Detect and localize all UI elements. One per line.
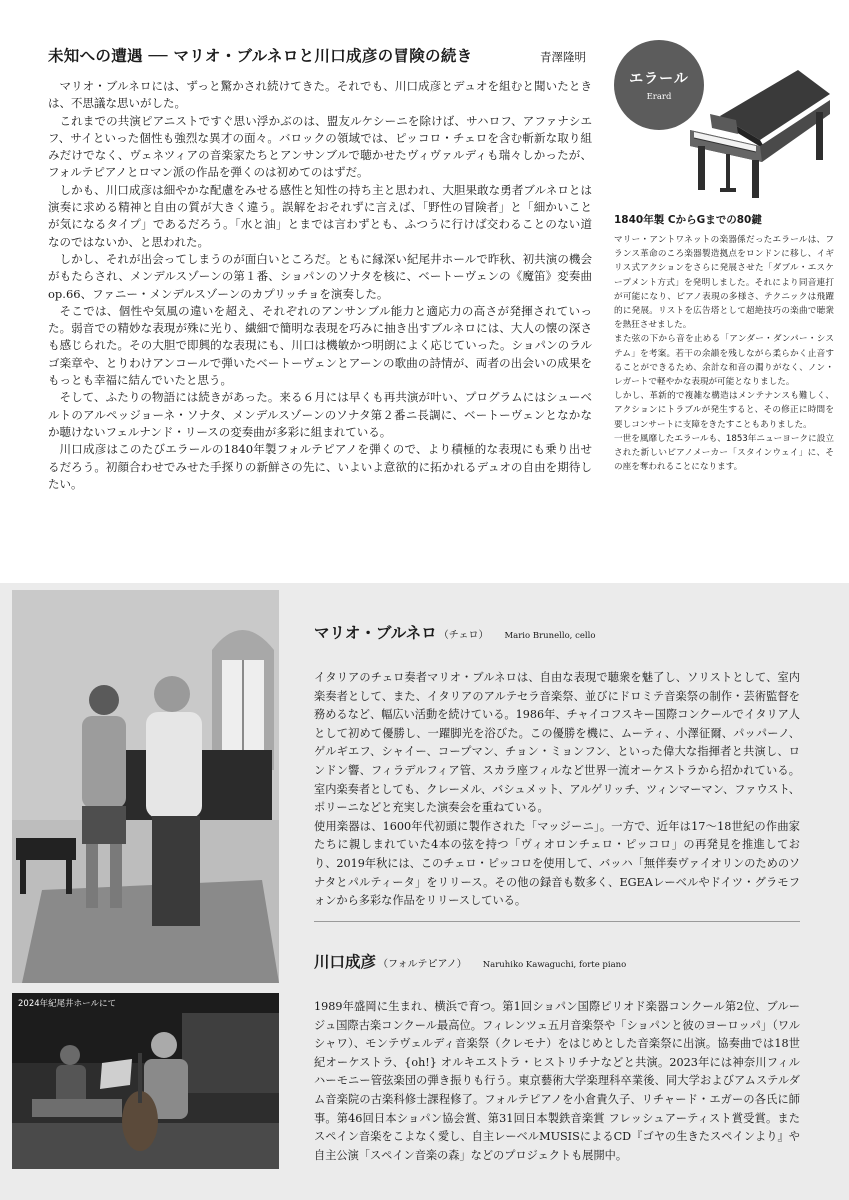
essay-author: 青澤隆明 (540, 50, 586, 64)
essay-paragraph: これまでの共演ピアニストですぐ思い浮かぶのは、盟友ルケシーニを除けば、サハロフ、アファナシエフ、サイといった個性も強烈な異才の面々。バロックの領域では、ピッコロ・チェロを含む斬新な取り組みだけでなく、ヴェネツィアの音楽家たちとアンサンブルで聴かせたヴィヴァルディも瑞々しかったが、フォルテピアノとロマン派の作品を弾くのは初めてのはずだ。 (48, 113, 592, 180)
kawaguchi-body (314, 998, 800, 1165)
erard-caption: 1840年製 CからGまでの80鍵 (614, 214, 762, 226)
brunello-body (314, 669, 800, 911)
brunello-role: （チェロ） (438, 630, 489, 641)
kawaguchi-paragraph: 1989年盛岡に生まれ、横浜で育つ。第1回ショパン国際ピリオド楽器コンクール第2位、ブルージュ国際古楽コンクール最高位。フィレンツェ五月音楽祭や「ショパンと彼のヨーロッパ」（ワルシャワ）、モンテヴェルディ音楽祭（クレモナ）をはじめとした音楽祭に出演。協奏曲では18世紀オーケストラ、{oh!} オルキエストラ・ヒストリチナなどと共演。2023年には神奈川フィルハーモニー管弦楽団の弾き振りも行う。東京藝術大学楽理科卒業後、同大学およびアムステルダム音楽院の古楽科修士課程修了。フォルテピアノを小倉貴久子、リチャード・エガーの各氏に師事。第46回日本ショパン協会賞、第31回日本製鉄音楽賞 フレッシュアーティスト賞受賞。またスペイン音楽をこよなく愛し、自主レーベルMUSISによるCD『ゴヤの生きたスペインより』や自主公演「スペイン音楽の森」などのプロジェクトも展開中。 (314, 1000, 800, 1162)
essay-paragraph: 川口成彦はこのたびエラールの1840年製フォルテピアノを弾くので、より積極的な表現にも乗り出せるだろう。初顔合わせでみせた手探りの新鮮さの先に、いよいよ意欲的に拓かれるデュオの自由を期待したい。 (48, 442, 592, 491)
brunello-name: マリオ・ブルネロ (314, 623, 437, 642)
erard-paragraph: また弦の下から音を止める「アンダー・ダンパー・システム」を考案。若干の余韻を残しながら柔らかく止音することができるため、余計な和音の濁りがなく、ノン・レガートで軽やかな表現が可能となりました。 (614, 334, 834, 388)
kawaguchi-role: （フォルテピアノ） (378, 959, 467, 970)
essay-body (48, 78, 592, 493)
bio-divider (314, 921, 800, 922)
essay (48, 44, 592, 493)
duo-photo (12, 590, 279, 983)
essay-paragraph: そして、ふたりの物語には続きがあった。来る６月には早くも再共演が叶い、プログラムにはシューベルトのアルペッジョーネ・ソナタ、メンデルスゾーンのソナタ第２番ニ長調に、ベートーヴェンとなかなか聴けないフェルナンド・リースの変奏曲が多彩に組まれている。 (48, 390, 592, 439)
essay-paragraph: マリオ・ブルネロには、ずっと驚かされ続けてきた。それでも、川口成彦とデュオを組むと聞いたときは、不思議な思いがした。 (48, 79, 592, 111)
kawaguchi-bio (314, 950, 800, 1165)
kawaguchi-name: 川口成彦 (314, 952, 377, 971)
essay-title: 未知への遭遇 ── マリオ・ブルネロと川口成彦の冒険の続き (48, 46, 473, 65)
concert-photo-image (12, 993, 279, 1169)
concert-photo (12, 993, 279, 1169)
kawaguchi-name-en: Naruhiko Kawaguchi, forte piano (482, 960, 627, 970)
essay-paragraph: そこでは、個性や気風の違いを超え、それぞれのアンサンブル能力と適応力の高さが発揮されていった。弱音での精妙な表現が殊に光り、繊細で簡明な表現を巧みに抽き出すブルネロには、大人の懐の深さも感じられた。その大胆で即興的な表現にも、川口は機敏かつ明朗によく応じていった。ショパンのラルゴ楽章や、とりわけアンコールで弾いたベートーヴェンとアーンの歌曲の詩情が、両者の出会いの成果をもっとも幸福に結んでいたと思う。 (48, 303, 592, 388)
brunello-header (314, 621, 800, 643)
duo-photo-image (12, 590, 279, 983)
erard-sidebar (614, 40, 834, 474)
erard-paragraph: しかし、革新的で複雑な構造はメンテナンスも難しく、アクションにトラブルが発生すると、その修正に時間を要しコンサートに支障をきたすこともありました。 (614, 391, 834, 430)
concert-photo-caption: 2024年紀尾井ホールにて (18, 999, 116, 1009)
erard-paragraph: 一世を風靡したエラールも、1853年ニューヨークに設立された新しいピアノメーカー「スタインウェイ」に、その座を奪われることになります。 (614, 433, 834, 473)
brunello-name-en: Mario Brunello, cello (504, 631, 596, 641)
essay-paragraph: しかも、川口成彦は細やかな配慮をみせる感性と知性の持ち主と思われ、大胆果敢な勇者ブルネロとは演奏に求める精神と自由の質が大きく違う。誤解をおそれずに言えば、「野性の冒険者」と「細かいことが気になるタイプ」であるだろう。「水と油」とまでは言わずとも、ふつうに行けば交わることのない道なのではないか、と思われた。 (48, 182, 592, 249)
brunello-paragraph: 使用楽器は、1600年代初頭に製作された「マッジーニ」。一方で、近年は17〜18世紀の作曲家たちに親しまれていた4本の弦を持つ「ヴィオロンチェロ・ピッコロ」の再発見を推進しており、2019年秋には、このチェロ・ピッコロを使用して、バッハ「無伴奏ヴァイオリンのためのソナタとパルティータ」をリリース。その他の録音も数多く、EGEAレーベルやドイツ・グラモフォンから多彩な作品をリリースしている。 (314, 819, 800, 908)
erard-paragraph: マリー・アントワネットの楽器係だったエラールは、フランス革命のころ楽器製造拠点をロンドンに移し、イギリス式アクションをさらに発展させた「ダブル・エスケープメント方式」を発明しました。それにより同音連打が可能になり、ピアノ表現の多様さ、テクニックは飛躍的に発展。リストを広告塔として超絶技巧の楽曲で聴衆を熱狂させました。 (614, 235, 834, 331)
erard-label-circle (614, 40, 704, 130)
erard-label-en: Erard (646, 92, 672, 102)
erard-visual (614, 40, 834, 208)
artist-section (0, 583, 849, 1200)
erard-description (614, 233, 834, 474)
erard-label-jp: エラール (629, 71, 689, 87)
brunello-bio (314, 621, 800, 911)
essay-paragraph: しかし、それが出会ってしまうのが面白いところだ。ともに縁深い紀尾井ホールで昨秋、初共演の機会がもたらされ、メンデルスゾーンの第１番、ショパンのソナタを核に、ベートーヴェンの《魔笛》変奏曲op.66、ファニー・メンデルスゾーンのカプリッチョを演奏した。 (48, 251, 592, 301)
kawaguchi-header (314, 950, 800, 972)
brunello-paragraph: イタリアのチェロ奏者マリオ・ブルネロは、自由な表現で聴衆を魅了し、ソリストとして、室内楽奏者として、また、イタリアのアルテセラ音楽祭、並びにドロミテ音楽祭の制作・芸術監督を務めるなど、幅広い活動を続けている。1986年、チャイコフスキー国際コンクールでイタリア人として初めて優勝し、一躍脚光を浴びた。この優勝を機に、ムーティ、小澤征爾、パッパーノ、ゲルギエフ、シャイー、コープマン、チョン・ミョンフン、といった偉大な指揮者と共演し、ロンドン響、フィラデルフィア管、スカラ座フィルなど世界一流オーケストラから招かれている。室内楽奏者としても、クレーメル、バシュメット、アルゲリッチ、ツィンマーマン、ファウスト、ポリーニなどと充実した演奏会を重ねている。 (314, 671, 800, 815)
essay-header (48, 44, 592, 66)
